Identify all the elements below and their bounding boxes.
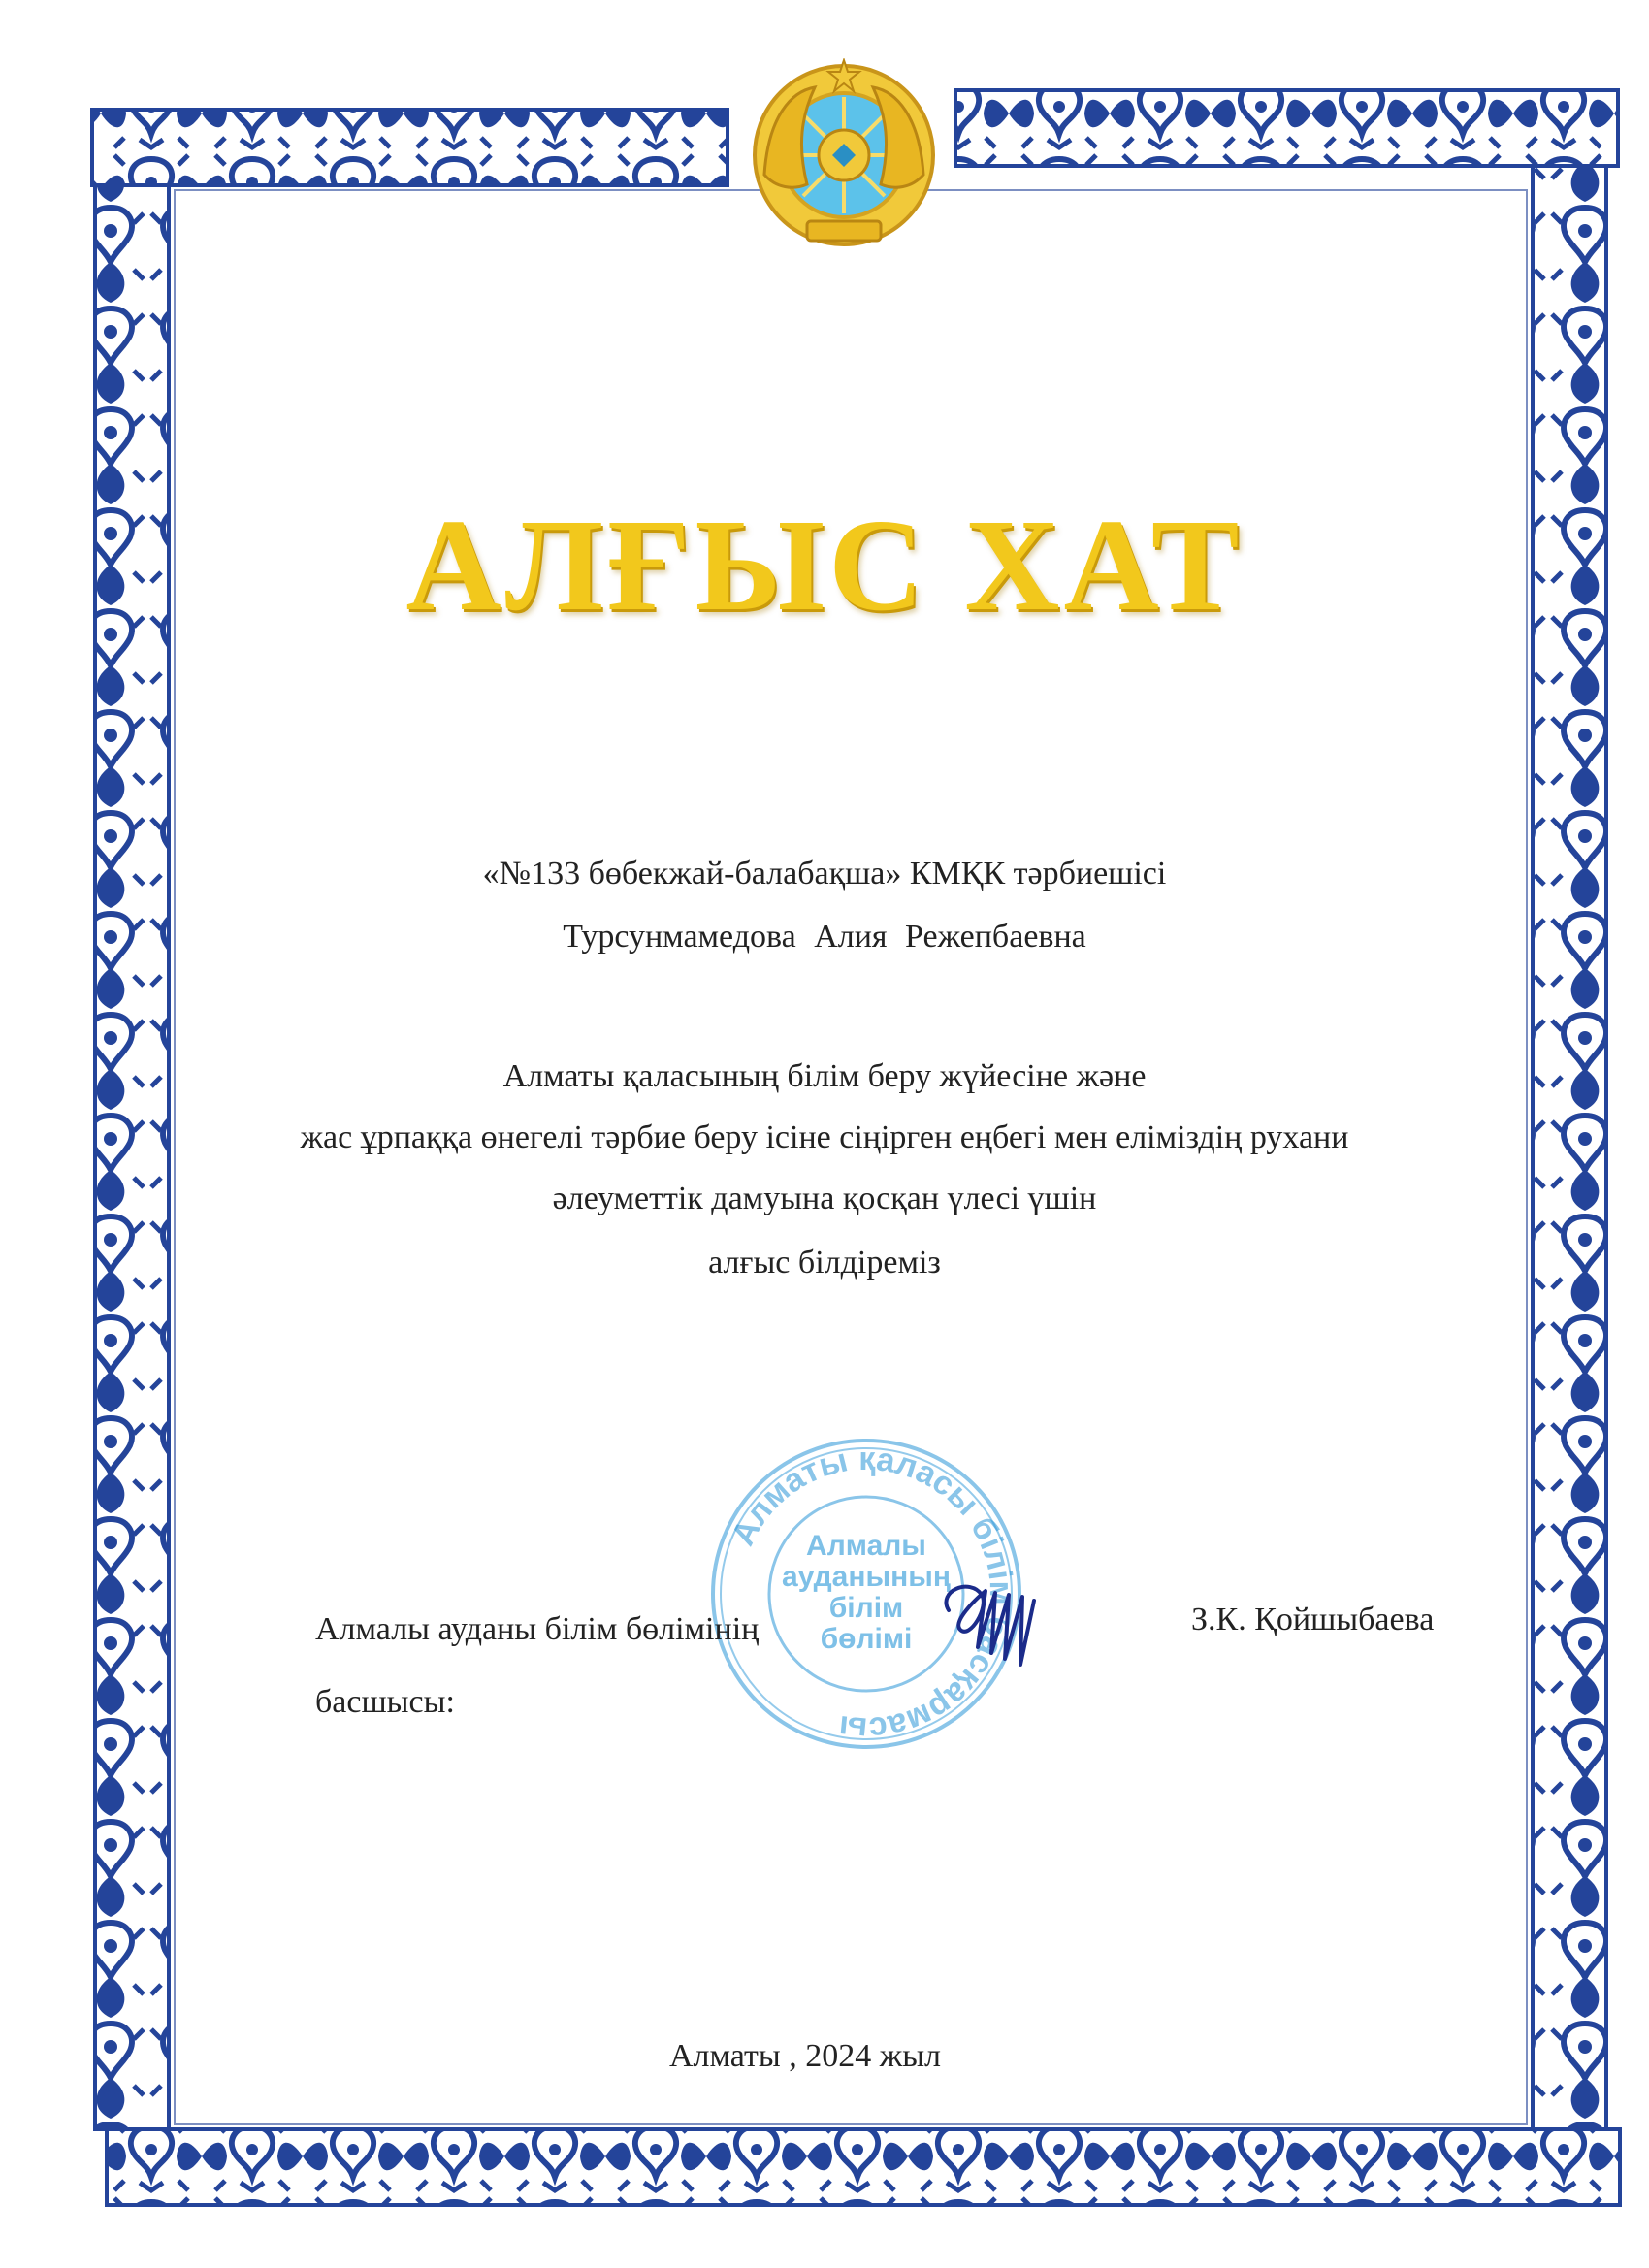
- kazakhstan-state-emblem-icon: [747, 58, 941, 252]
- signatory-position-cont: басшысы:: [315, 1684, 455, 1720]
- frame-left: [95, 185, 169, 2129]
- signatory-name: З.К. Қойшыбаева: [1191, 1602, 1435, 1637]
- recipient-name: Турсунмамедова Алия Режепбаевна: [563, 919, 1086, 955]
- handwritten-signature-icon: [931, 1571, 1048, 1678]
- place-date: Алматы , 2024 жыл: [668, 2038, 942, 2074]
- frame-top-left: [92, 110, 728, 185]
- body-line: жас ұрпаққа өнегелі тәрбие беру ісіне сіңірген еңбегі мен еліміздің рухани: [300, 1119, 1349, 1155]
- stamp-center-line: Алмалы: [806, 1530, 926, 1562]
- frame-top-right: [955, 90, 1618, 166]
- stamp-ring-text: Алматы қаласы білім басқармасы: [724, 1440, 1020, 1748]
- body-line: әлеуметтік дамуына қосқан үлесі үшін: [552, 1181, 1097, 1216]
- body-line: Алматы қаласының білім беру жүйесіне және: [502, 1058, 1147, 1094]
- document-title: АЛҒЫС ХАТ: [405, 493, 1244, 638]
- stamp-center-line: білім: [828, 1592, 904, 1624]
- frame-bottom: [107, 2129, 1620, 2205]
- stamp-center-line: бөлімі: [820, 1623, 913, 1655]
- stamp-center-line: ауданының: [782, 1561, 951, 1593]
- body-line: алғыс білдіреміз: [708, 1245, 941, 1280]
- signatory-position: Алмалы ауданы білім бөлімінің: [315, 1611, 760, 1647]
- recipient-organization: «№133 бөбекжай-балабақша» КМҚК тәрбиешісі: [482, 856, 1167, 891]
